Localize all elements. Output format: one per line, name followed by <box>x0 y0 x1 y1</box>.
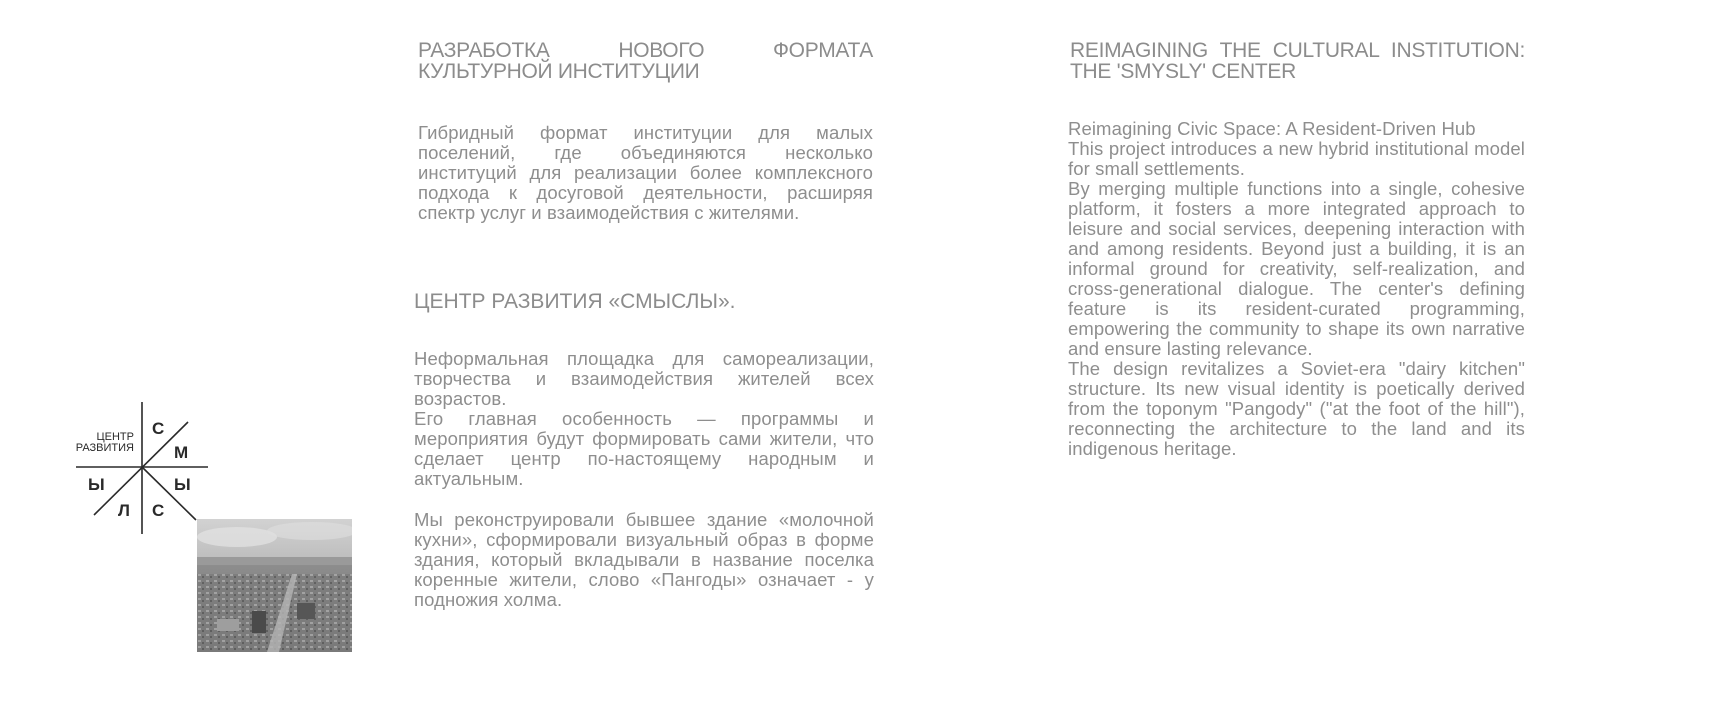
logo-letter-2: М <box>174 443 189 462</box>
ru-intro-text: Гибридный формат институции для малых поселений, где объединяются несколько институций для реализации более комплексного подхода к досуговой деятельности, расширяя спектр услуг и взаимодействия с жителями. <box>418 122 873 223</box>
en-paragraph-3: The design revitalizes a Soviet-era "dairy kitchen" structure. Its new visual identity is poetically derived from the toponym "Pangody" ("at the foot of the hill"), reconnecting the architecture to the land and its indigenous heritage. <box>1068 358 1525 459</box>
en-body <box>1068 119 1525 459</box>
ru-intro <box>418 123 873 223</box>
en-paragraph-1: This project introduces a new hybrid institutional model for small settlements. <box>1068 138 1525 179</box>
ru-title: РАЗРАБОТКА НОВОГО ФОРМАТА КУЛЬТУРНОЙ ИНСТИТУЦИИ <box>418 39 873 83</box>
aerial-photo <box>197 519 352 652</box>
ru-paragraph-3: Мы реконструировали бывшее здание «молочной кухни», сформировали визуальный образ в форме здания, который вкладывали в название поселка коренные жители, слово «Пангоды» означает - у подножия холма. <box>414 509 874 610</box>
logo-letter-6: Ы <box>88 475 105 494</box>
en-lead: Reimagining Civic Space: A Resident-Driven Hub <box>1068 118 1476 139</box>
logo-letter-3: Ы <box>174 475 191 494</box>
logo-letter-4: С <box>152 501 165 520</box>
logo-letter-1: С <box>152 419 165 438</box>
en-title: REIMAGINING THE CULTURAL INSTITUTION: THE 'SMYSLY' CENTER <box>1070 39 1525 83</box>
ru-paragraph-1: Неформальная площадка для самореализации, творчества и взаимодействия жителей всех возрастов. <box>414 348 874 409</box>
ru-body-2 <box>414 510 874 610</box>
en-paragraph-2: By merging multiple functions into a single, cohesive platform, it fosters a more integrated approach to leisure and social services, deepening interaction with and among residents. Beyond just a building, it is an informal ground for creativity, self-realization, and cross-generational dialogue. The center's defining feature is its resident-curated programming, empowering the community to shape its own narrative and ensure lasting relevance. <box>1068 178 1525 359</box>
logo-letter-5: Л <box>118 501 130 520</box>
logo-label-line-1: ЦЕНТР <box>96 431 134 443</box>
ru-paragraph-2: Его главная особенность — программы и мероприятия будут формировать сами жители, что сделает центр по-настоящему народным и актуальным. <box>414 408 874 489</box>
ru-body <box>414 349 874 489</box>
smysly-logo <box>66 400 216 535</box>
logo-cross-lines <box>66 400 216 535</box>
logo-label <box>66 432 134 454</box>
logo-label-line-2: РАЗВИТИЯ <box>75 442 134 454</box>
ru-subtitle: ЦЕНТР РАЗВИТИЯ «СМЫСЛЫ». <box>414 290 736 313</box>
